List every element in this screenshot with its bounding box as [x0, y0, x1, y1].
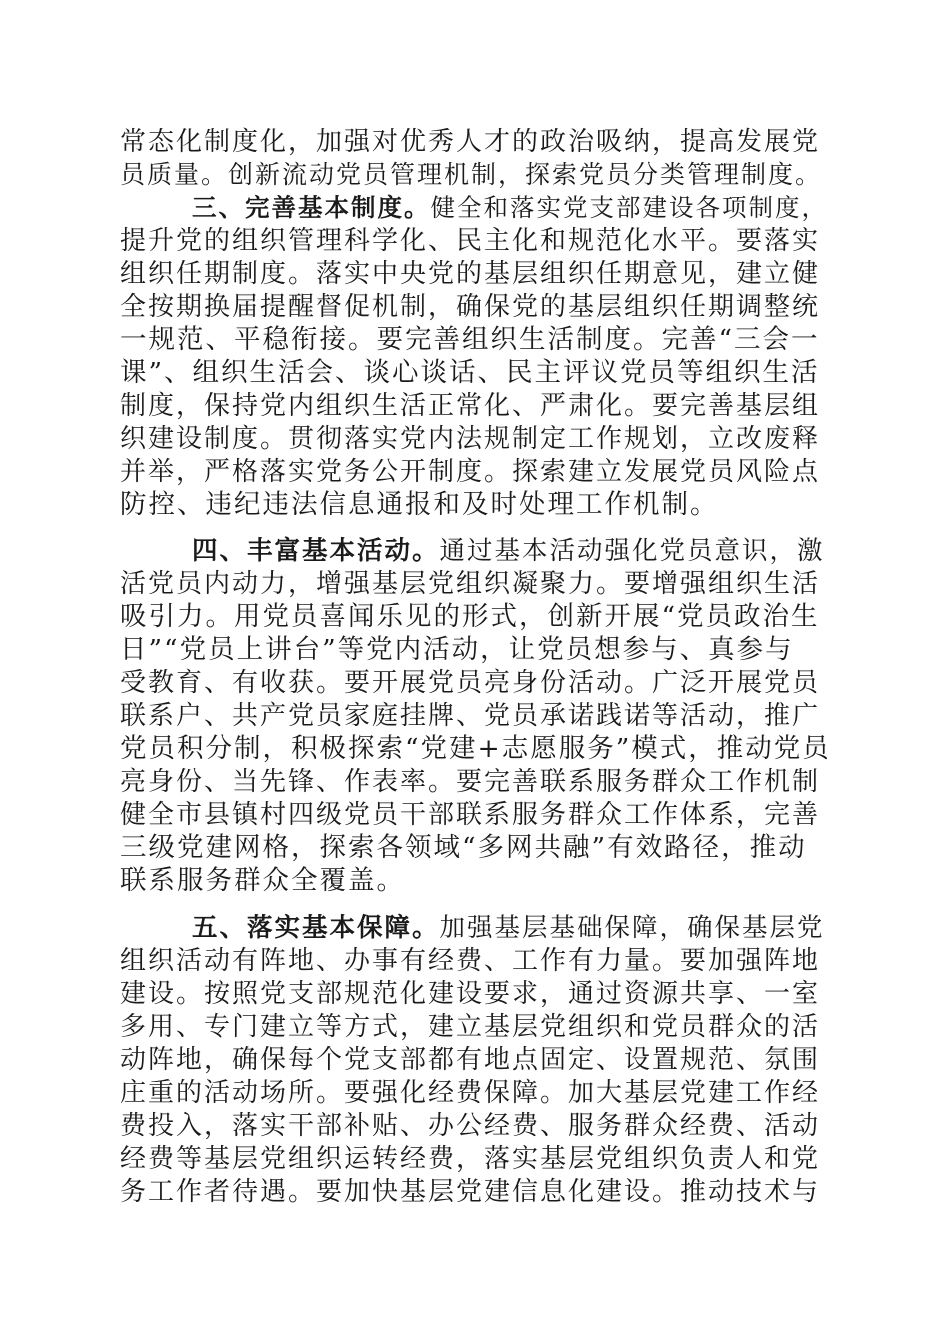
text-line [120, 454, 830, 490]
text-line [120, 1108, 830, 1144]
text-line [120, 487, 830, 523]
section-4-first-line [192, 533, 830, 569]
line-text: 务工作者待遇。要加快基层党建信息化建设。推动技术与 [120, 1177, 821, 1207]
line-text: 课”、组织生活会、谈心谈话、民主评议党员等组织生活 [120, 357, 820, 388]
text-line [120, 698, 830, 734]
text-line [120, 223, 830, 259]
line-text: 党员积分制，积极探索“党建+志愿服务”模式，推动党员 [120, 733, 831, 764]
line-text: 组织活动有阵地、办事有经费、工作有力量。要加强阵地 [120, 946, 821, 976]
section-3-first-line [192, 190, 830, 226]
text-line [120, 599, 830, 635]
text-line [120, 157, 830, 193]
section-4-heading: 四、丰富基本活动。 [192, 536, 440, 566]
text-line [120, 731, 830, 767]
line-text: 建设。按照党支部规范化建设要求，通过资源共享、一室 [120, 979, 821, 1009]
line-text: 常态化制度化，加强对优秀人才的政治吸纳，提高发展党 [120, 127, 821, 157]
section-3-heading: 三、完善基本制度。 [192, 193, 431, 222]
text-line [120, 764, 830, 800]
line-text: 加强基层基础保障，确保基层党 [439, 913, 825, 943]
text-line [120, 1075, 830, 1111]
text-line [120, 1141, 830, 1177]
line-text: 提升党的组织管理科学化、民主化和规范化水平。要落实 [120, 226, 821, 256]
text-line [120, 566, 830, 602]
text-line [120, 830, 830, 866]
text-line [120, 1174, 830, 1210]
line-text: 三级党建网格，探索各领域“多网共融”有效路径，推动 [120, 832, 807, 863]
text-line [120, 665, 830, 701]
section-5-first-line [192, 910, 830, 946]
line-text: 组织任期制度。落实中央党的基层组织任期意见，建立健 [120, 259, 821, 289]
line-text: 吸引力。用党员喜闻乐见的形式，创新开展“党员政治生 [120, 601, 820, 632]
line-text: 联系户、共产党员家庭挂牌、党员承诺践诺等活动，推广 [120, 701, 821, 731]
line-text: 多用、专门建立等方式，建立基层党组织和党员群众的活 [120, 1012, 821, 1042]
line-text: 亮身份、当先锋、作表率。要完善联系服务群众工作机制 [120, 767, 821, 797]
text-line [120, 421, 830, 457]
text-line [120, 943, 830, 979]
text-line [120, 797, 830, 833]
line-text: 一规范、平稳衔接。要完善组织生活制度。完善“三会一 [120, 324, 820, 355]
line-text: 日”“党员上讲台”等党内活动，让党员想参与、真参与 [120, 634, 794, 665]
section-5-heading: 五、落实基本保障。 [192, 913, 440, 943]
line-text: 防控、违纪违法信息通报和及时处理工作机制。 [120, 489, 719, 520]
text-line [120, 632, 830, 668]
line-text: 动阵地，确保每个党支部都有地点固定、设置规范、氛围 [120, 1045, 821, 1075]
line-text: 受教育、有收获。要开展党员亮身份活动。广泛开展党员 [120, 668, 821, 698]
line-text: 员质量。创新流动党员管理机制，探索党员分类管理制度。 [120, 160, 823, 189]
text-line [120, 256, 830, 292]
line-text: 并举，严格落实党务公开制度。探索建立发展党员风险点 [120, 457, 821, 487]
line-text: 通过基本活动强化党员意识，激 [439, 536, 825, 566]
line-text: 经费等基层党组织运转经费，落实基层党组织负责人和党 [120, 1144, 821, 1174]
line-text: 庄重的活动场所。要强化经费保障。加大基层党建工作经 [120, 1078, 821, 1108]
text-line [120, 355, 830, 391]
line-text: 健全市县镇村四级党员干部联系服务群众工作体系，完善 [120, 800, 821, 830]
text-line [120, 1042, 830, 1078]
line-text: 制度，保持党内组织生活正常化、严肃化。要完善基层组 [120, 391, 821, 421]
text-line [120, 1009, 830, 1045]
line-text: 健全和落实党支部建设各项制度， [430, 193, 828, 222]
text-line [120, 388, 830, 424]
text-line [120, 863, 830, 899]
line-text: 联系服务群众全覆盖。 [120, 865, 405, 896]
line-text: 费投入，落实干部补贴、办公经费、服务群众经费、活动 [120, 1111, 821, 1141]
line-text: 活党员内动力，增强基层党组织凝聚力。要增强组织生活 [120, 569, 821, 599]
line-text: 全按期换届提醒督促机制，确保党的基层组织任期调整统 [120, 292, 821, 322]
text-line [120, 289, 830, 325]
text-line [120, 124, 830, 160]
text-line [120, 976, 830, 1012]
line-text: 织建设制度。贯彻落实党内法规制定工作规划，立改废释 [120, 424, 821, 454]
text-line [120, 322, 830, 358]
